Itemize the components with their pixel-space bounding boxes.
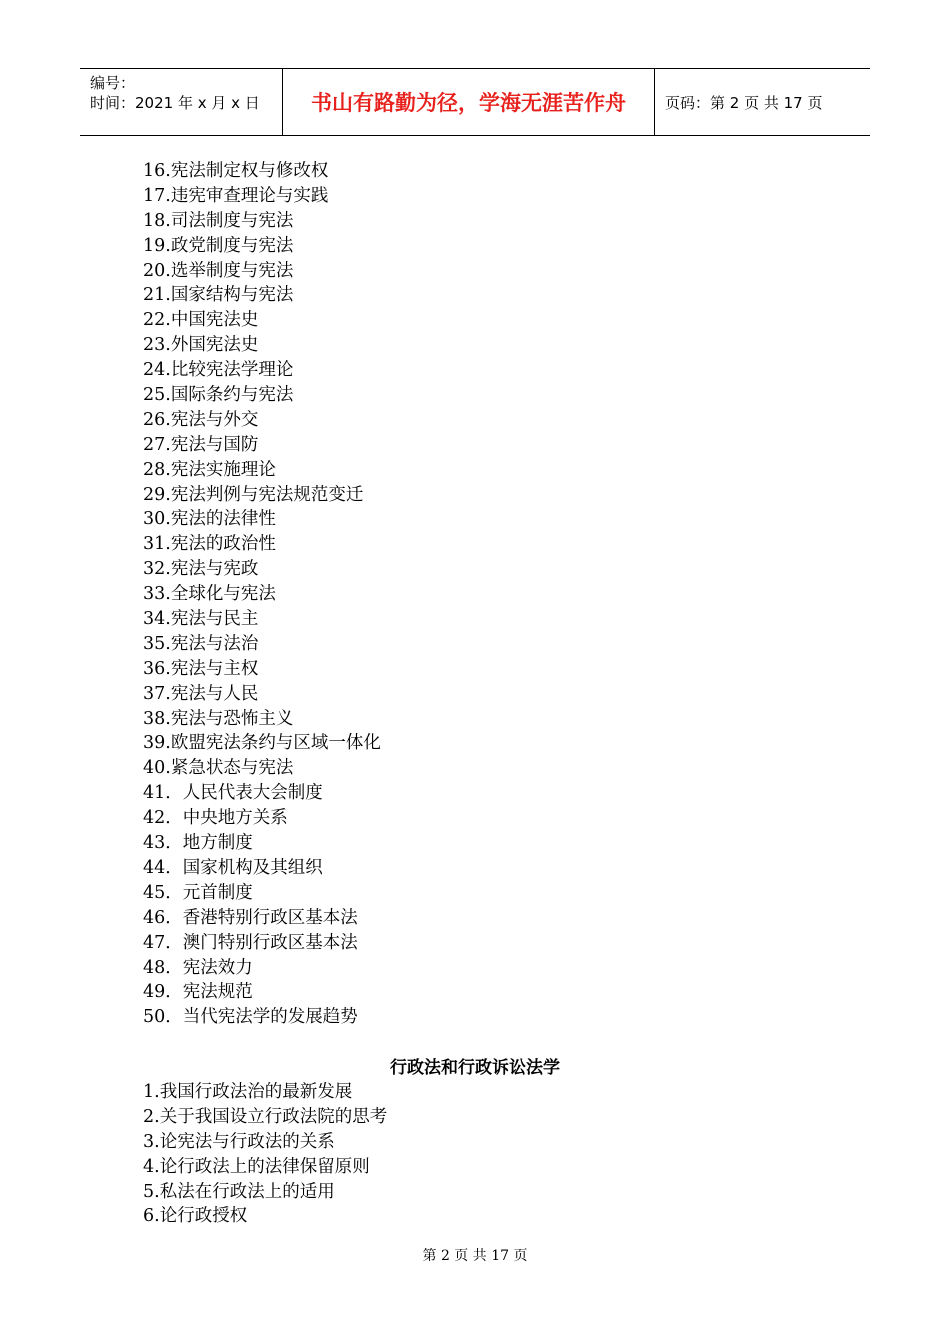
list-item: 44．国家机构及其组织 xyxy=(143,857,323,878)
list-item: 43．地方制度 xyxy=(143,833,253,854)
serial-label: 编号： xyxy=(90,74,136,92)
list-item: 30.宪法的法律性 xyxy=(143,509,276,530)
list-item: 19.政党制度与宪法 xyxy=(143,235,294,256)
list-item: 6.论行政授权 xyxy=(143,1206,248,1227)
list-item: 29.宪法判例与宪法规范变迁 xyxy=(143,484,364,505)
list-item: 26.宪法与外交 xyxy=(143,409,259,430)
list-item: 36.宪法与主权 xyxy=(143,658,259,679)
list-item: 42．中央地方关系 xyxy=(143,808,288,829)
list-item: 33.全球化与宪法 xyxy=(143,584,276,605)
list-item: 31.宪法的政治性 xyxy=(143,534,276,555)
page-header xyxy=(80,68,870,136)
list-item: 21.国家结构与宪法 xyxy=(143,285,294,306)
list-item: 35.宪法与法治 xyxy=(143,633,259,654)
list-item: 18.司法制度与宪法 xyxy=(143,210,294,231)
list-item: 45．元首制度 xyxy=(143,882,253,903)
list-item: 25.国际条约与宪法 xyxy=(143,385,294,406)
page-footer: 第 2 页 共 17 页 xyxy=(422,1248,528,1264)
list-item: 37.宪法与人民 xyxy=(143,683,259,704)
list-item: 32.宪法与宪政 xyxy=(143,559,259,580)
header-page-info: 页码：第 2 页 共 17 页 xyxy=(665,93,823,112)
list-item: 40.紧急状态与宪法 xyxy=(143,758,294,779)
administrative-law-topic-list xyxy=(143,1080,387,1229)
list-item: 5.私法在行政法上的适用 xyxy=(143,1181,335,1202)
list-item: 23.外国宪法史 xyxy=(143,335,259,356)
list-item: 50．当代宪法学的发展趋势 xyxy=(143,1007,358,1028)
list-item: 34.宪法与民主 xyxy=(143,609,259,630)
list-item: 2.关于我国设立行政法院的思考 xyxy=(143,1106,388,1127)
list-item: 41．人民代表大会制度 xyxy=(143,783,323,804)
list-item: 24.比较宪法学理论 xyxy=(143,360,294,381)
list-item: 17.违宪审查理论与实践 xyxy=(143,185,329,206)
list-item: 22.中国宪法史 xyxy=(143,310,259,331)
list-item: 1.我国行政法治的最新发展 xyxy=(143,1082,353,1102)
list-item: 20.选举制度与宪法 xyxy=(143,260,294,281)
list-item: 48．宪法效力 xyxy=(143,957,253,978)
header-motto: 书山有路勤为径，学海无涯苦作舟 xyxy=(282,69,655,135)
list-item: 47．澳门特别行政区基本法 xyxy=(143,932,358,953)
list-item: 39.欧盟宪法条约与区域一体化 xyxy=(143,733,381,754)
list-item: 27.宪法与国防 xyxy=(143,434,259,455)
list-item: 38.宪法与恐怖主义 xyxy=(143,708,294,729)
time-label: 时间：2021 年 x 月 x 日 xyxy=(90,94,260,112)
list-item: 28.宪法实施理论 xyxy=(143,459,276,480)
section-title: 行政法和行政诉讼法学 xyxy=(390,1058,560,1078)
list-item: 4.论行政法上的法律保留原则 xyxy=(143,1156,370,1177)
list-item: 46．香港特别行政区基本法 xyxy=(143,907,358,928)
list-item: 3.论宪法与行政法的关系 xyxy=(143,1131,335,1152)
header-meta xyxy=(80,69,282,135)
constitutional-law-topic-list xyxy=(143,159,381,1030)
list-item: 16.宪法制定权与修改权 xyxy=(143,161,329,181)
list-item: 49．宪法规范 xyxy=(143,982,253,1003)
